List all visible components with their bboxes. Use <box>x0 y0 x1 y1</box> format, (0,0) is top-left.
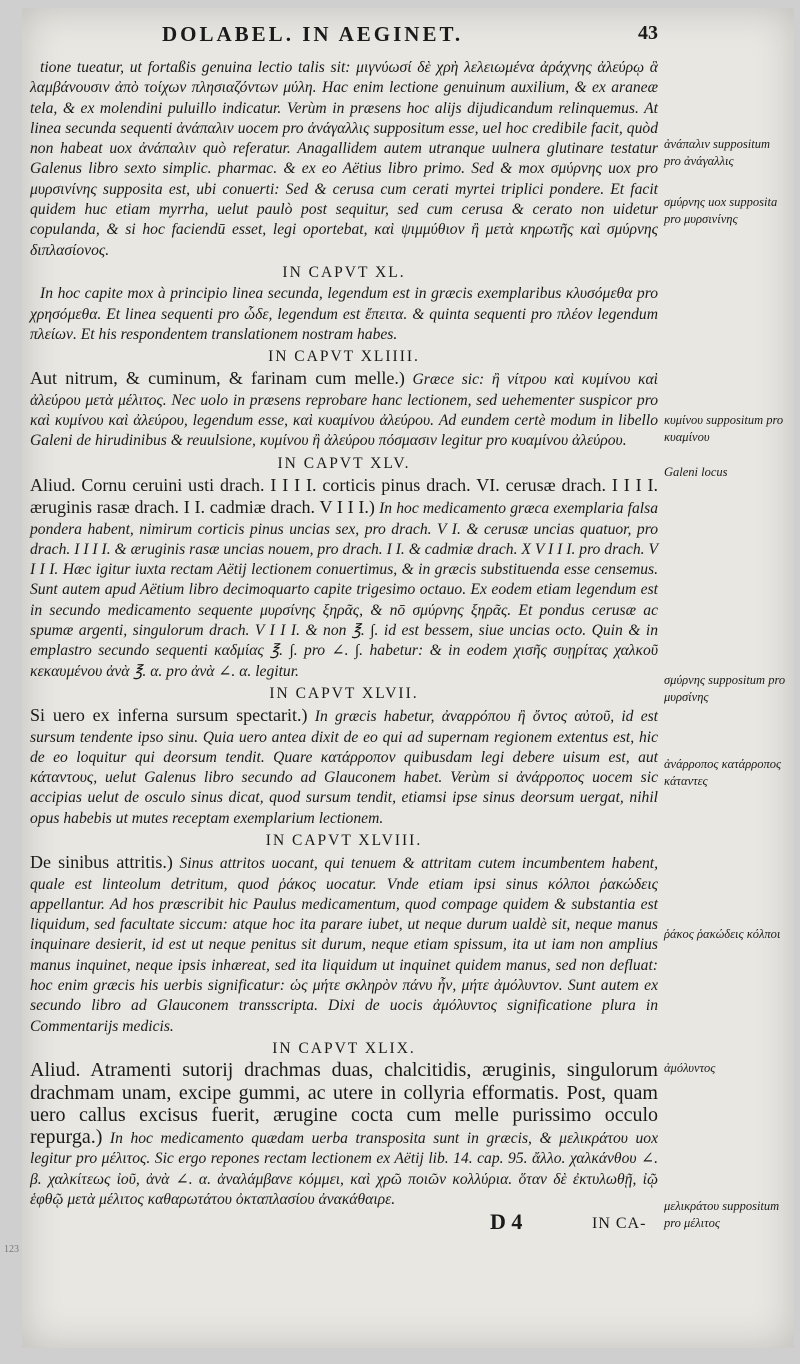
section-heading-xliiii: IN CAPVT XLIIII. <box>268 348 420 366</box>
paragraph-xl: In hoc capite mox à principio linea secunda, legendum est in græcis exemplaribus κλυσόμεθα pro χρησόμεθα. Et linea sequenti pro ὧδε, legendum est ἔπειτα. & quinta sequenti pro πλέον legendum πλείων. Et his respondentem translationem nostram habes. <box>30 285 658 343</box>
commentary-xlix: In hoc medicamento quædam uerba transposita sunt in græcis, & μελικράτου uox legitur pro μέλιτος. Sic ergo repones rectam lectionem ex Aëtij lib. 14. cap. 95. ἄλλο. χαλκάνθου ∠. β. χαλκίτεως ἰοῦ, ἀνὰ ∠. α. ἀναλάμβανε κόμμει, καὶ χρῶ ποιῶν κολλύρια. ὅταν δὲ ἐκτυλωθῇ, ἰῷ ἑφθῷ μετὰ μέλιτος καθαρωτάτου ὀκταπλασίου ἀνακάθαιρε. <box>30 1130 658 1209</box>
page-header <box>22 10 794 50</box>
commentary-xlv: In hoc medicamento græca exemplaria falsa pondera habent, nimirum corticis pinus uncias sex, pro drach. V I. & cerusæ uncias quatuor, pro drach. I I I I. & æruginis rasæ uncias nouem, pro drach. I I. & cadmiæ drach. X V I I I. pro drach. V I I I. Hæc igitur iuxta rectam Aëtij lectionem conuertimus, & in græcis substituenda esse censemus. Sunt autem apud Aëtium libro decimoquarto capite trigesimo octauo. Ex eodem etiam legendum est in secundo medicamento sequente μυρσίνης ξηρᾶς, & nō σμύρνης ξηρᾶς. Et pondus cerusæ ac spumæ argenti, singulorum drach. V I I I. & non ℥. ∫. id est bessem, siue uncias octo. Quin & in emplastro secundo sequenti καδμίας ℥. ∫. pro ∠. ∫. habetur: & in eodem χισῆς συῃρίτας χαλκοῦ κεκαυμένου ἀνὰ ℥. α. pro ἀνὰ ∠. α. legitur. <box>30 500 658 680</box>
lemma-xlviii: De sinibus attritis.) <box>30 852 173 873</box>
section-heading-xl: IN CAPVT XL. <box>282 263 406 281</box>
margin-note: σμύρνης suppositum pro μυρσίνης <box>664 673 786 704</box>
section-heading-xlix: IN CAPVT XLIX. <box>272 1039 416 1057</box>
catchword: IN CA- <box>592 1215 647 1233</box>
signature-mark: D 4 <box>490 1209 523 1235</box>
lemma-xlix: Aliud. Atramenti sutorij drachmas duas, chalcitidis, æruginis, singulorum drachmam unam, excipe gummi, ac utere in collyria efformatis. Post, quam uero callus excisus fuerit, ærugine cocta cum melle purissimo occulo repurga.) <box>30 1059 658 1149</box>
paragraph-continuation: tione tueatur, ut fortaßis genuina lectio talis sit: μιγνύωσί δὲ χρὴ λελειωμένα ἀράχνης ἀλεύρῳ ἃ λαμβάνουσιν ἀπὸ τοίχων πλησιαζόντων μύλη. Hac enim lectione genuinum auxilium, & ex araneæ tela, & ex molendini puluillo indicatur. Verùm in præsens hoc alijs dijudicandum relinquemus. At linea secunda sequenti ἀνάπαλιν uocem pro ἀνάγαλλις suppositum esse, uel hoc credibile facit, quòd non habeat uox ἀνάπαλιν quò referatur. Anagallidem autem utranque uulnera glutinare testatur Galenus libro sexto simplic. pharmac. & ex eo Aëtius libro primo. Sed & mox σμύρνης uox pro μυρσινίνης supposita est, ubi conuerti: Sed & cerusa cum cerati myrtei triplici pondere. Et facit quidem huc etiam myrrha, uelut paulò post sequitur, sed cum cerusa & cerato non uidetur copulanda, & si hoc faciendū esset, legi oportebat, καὶ ψιμμύθιον ἢ μετὰ κηρωτῆς καὶ σμύρνης διπλασίονος. <box>30 59 658 259</box>
margin-note: κυμίνου suppositum pro κυαμίνου <box>664 413 784 444</box>
running-head: DOLABEL. IN AEGINET. <box>162 22 464 46</box>
paragraph-xlviii <box>30 852 658 1037</box>
margin-note: ἀνάπαλιν suppositum pro ἀνάγαλλις <box>664 137 771 168</box>
lemma-xlvii: Si uero ex inferna sursum spectarit.) <box>30 705 308 726</box>
margin-note: σμύρνης uox supposita pro μυρσινίνης <box>664 195 778 226</box>
paragraph-xliiii <box>30 368 658 451</box>
section-heading-xlv: IN CAPVT XLV. <box>277 454 411 472</box>
paragraph-xlv <box>30 475 658 682</box>
commentary-xliiii: Græce sic: ἢ νίτρου καὶ κυμίνου καὶ ἀλεύρου μετὰ μέλιτος. Nec uolo in præsens reprobare hanc lectionem, sed uehementer suspicor pro καὶ κυμίνου καὶ ἀλεύρου, legendum esse, καὶ κυαμίνου ἀλεύρου. Ad eundem certè modum in libello Galeni de hirudinibus & reuulsione, κυμίνου ἢ ἀλεύρου πόσμασιν legitur pro κυαμίνου ἀλεύρου. <box>30 371 658 450</box>
side-number: 123 <box>4 1244 19 1255</box>
main-text <box>30 58 658 1236</box>
margin-note: μελικράτου suppositum pro μέλιτος <box>664 1199 780 1230</box>
margin-note: ἀμόλυντος <box>664 1061 716 1075</box>
commentary-xlviii: Sinus attritos uocant, qui tenuem & attritam cutem incumbentem habent, quale est linteolum detritum, quod ῥάκος uocatur. Vnde etiam ipsi sinus κόλποι ῥακώδεις appellantur. Ad hos præscribit hic Paulus medicamentum, quod compage quidem & substantia est liquidum, sed facultate siccum: atque hoc ita parare iubet, ut neque durum ualdè sit, neque manus inquinare desierit, id est ut neque penitus sit durum, neque etiam spissum, ita ut iam non amplius manus inquinet, neque ipsis inhæreat, sed ita liquidum ut inquinet quidem manus, sed non defluat: hoc enim græcis his uerbis significatur: ὡς μήτε σκληρὸν πάνυ ἦν, μήτε ἀμόλυντον. Sunt autem ex secundo libro ad Glauconem transscripta. Dixi de uocis ἀμόλυντος significatione plura in Commentarijs medicis. <box>30 855 658 1035</box>
page-number: 43 <box>638 22 658 44</box>
section-heading-xlviii: IN CAPVT XLVIII. <box>265 831 423 849</box>
margin-note: Galeni locus <box>664 465 728 479</box>
commentary-xlvii: In græcis habetur, ἀναρρόπου ἢ ὄντος αὐτοῦ, id est sursum tendente ipso sinu. Quia uero antea dixit de eo qui ad supernam regionem extentus est, hic de eo loquitur qui deorsum tendit. Quare κατάρροπον quibusdam legi debere uisum est, aut κάταντους, uelut Galenus libro secundo ad Glauconem habet. Verùm si ἀνάρροπος uocem sic accipias uelut de osculo sinus dicat, quod sursum tendit, etiamsi ipse sinus deorsum uergat, nihil opus habebis ut mutes receptam exemplarium lectionem. <box>30 708 659 827</box>
paragraph-xlix <box>30 1060 658 1210</box>
lemma-xlv: Aliud. Cornu ceruini usti drach. I I I I. corticis pinus drach. VI. cerusæ drach. I I I I. æruginis rasæ drach. I I. cadmiæ drach. V I I I.) <box>30 474 658 518</box>
page-footer <box>30 1210 658 1236</box>
paragraph-xlvii <box>30 705 658 829</box>
book-page <box>4 8 794 1348</box>
margin-note: ἀνάρροπος κατάρροπος κάταντες <box>664 757 782 788</box>
section-heading-xlvii: IN CAPVT XLVII. <box>269 684 419 702</box>
margin-note: ῥάκος ῥακώδεις κόλποι <box>664 927 781 941</box>
lemma-xliiii: Aut nitrum, & cuminum, & farinam cum melle.) <box>30 368 405 389</box>
